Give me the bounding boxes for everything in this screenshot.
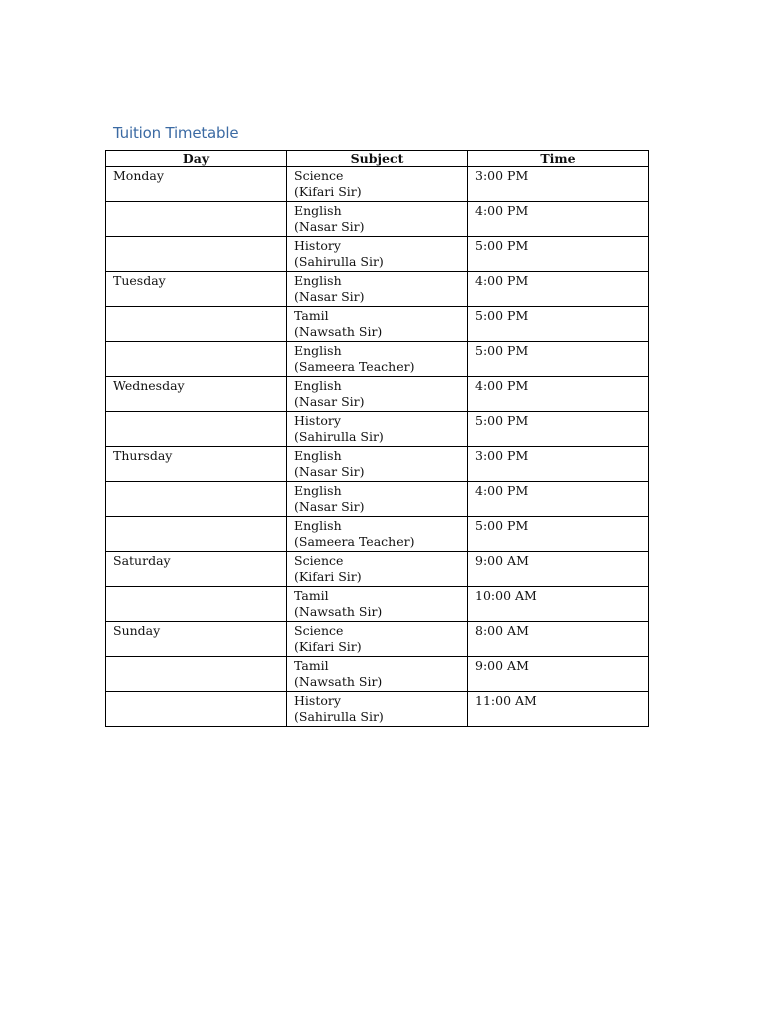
day-cell <box>106 342 287 377</box>
day-cell <box>106 692 287 727</box>
time-cell: 9:00 AM <box>468 657 649 692</box>
table-row <box>106 517 649 552</box>
subject-cell <box>287 552 468 587</box>
subject-cell <box>287 412 468 447</box>
subject-name: English <box>294 518 342 533</box>
time-cell: 9:00 AM <box>468 552 649 587</box>
subject-name: Science <box>294 168 344 183</box>
teacher-name: (Sameera Teacher) <box>294 359 415 374</box>
subject-name: English <box>294 343 342 358</box>
subject-name: English <box>294 448 342 463</box>
subject-name: Tamil <box>294 308 329 323</box>
subject-name: English <box>294 378 342 393</box>
time-cell: 3:00 PM <box>468 167 649 202</box>
subject-name: English <box>294 273 342 288</box>
teacher-name: (Sameera Teacher) <box>294 534 415 549</box>
time-cell: 10:00 AM <box>468 587 649 622</box>
table-row <box>106 692 649 727</box>
table-row <box>106 622 649 657</box>
day-cell <box>106 482 287 517</box>
teacher-name: (Nasar Sir) <box>294 289 365 304</box>
subject-cell <box>287 657 468 692</box>
teacher-name: (Sahirulla Sir) <box>294 429 384 444</box>
table-row <box>106 307 649 342</box>
column-header-subject: Subject <box>287 151 468 167</box>
teacher-name: (Sahirulla Sir) <box>294 254 384 269</box>
subject-cell <box>287 447 468 482</box>
teacher-name: (Nasar Sir) <box>294 219 365 234</box>
day-cell: Thursday <box>106 447 287 482</box>
subject-cell <box>287 167 468 202</box>
subject-cell <box>287 307 468 342</box>
subject-name: Science <box>294 623 344 638</box>
teacher-name: (Sahirulla Sir) <box>294 709 384 724</box>
teacher-name: (Nawsath Sir) <box>294 324 383 339</box>
subject-name: Science <box>294 553 344 568</box>
subject-name: History <box>294 413 341 428</box>
subject-cell <box>287 202 468 237</box>
timetable-body <box>106 167 649 727</box>
teacher-name: (Kifari Sir) <box>294 639 362 654</box>
subject-cell <box>287 622 468 657</box>
time-cell: 5:00 PM <box>468 342 649 377</box>
day-cell: Saturday <box>106 552 287 587</box>
subject-cell <box>287 342 468 377</box>
table-row <box>106 657 649 692</box>
subject-name: History <box>294 238 341 253</box>
subject-cell <box>287 692 468 727</box>
teacher-name: (Nasar Sir) <box>294 499 365 514</box>
teacher-name: (Nasar Sir) <box>294 394 365 409</box>
day-cell: Wednesday <box>106 377 287 412</box>
header-row <box>106 151 649 167</box>
day-cell <box>106 307 287 342</box>
day-cell <box>106 657 287 692</box>
table-row <box>106 587 649 622</box>
time-cell: 5:00 PM <box>468 307 649 342</box>
time-cell: 4:00 PM <box>468 377 649 412</box>
column-header-day: Day <box>106 151 287 167</box>
subject-name: English <box>294 203 342 218</box>
day-cell <box>106 517 287 552</box>
teacher-name: (Kifari Sir) <box>294 184 362 199</box>
table-row <box>106 377 649 412</box>
table-row <box>106 447 649 482</box>
teacher-name: (Nawsath Sir) <box>294 604 383 619</box>
subject-cell <box>287 377 468 412</box>
table-row <box>106 202 649 237</box>
timetable <box>105 150 649 727</box>
column-header-time: Time <box>468 151 649 167</box>
day-cell: Monday <box>106 167 287 202</box>
time-cell: 5:00 PM <box>468 237 649 272</box>
table-row <box>106 167 649 202</box>
subject-name: English <box>294 483 342 498</box>
table-row <box>106 552 649 587</box>
table-row <box>106 342 649 377</box>
day-cell: Sunday <box>106 622 287 657</box>
subject-cell <box>287 482 468 517</box>
subject-cell <box>287 272 468 307</box>
teacher-name: (Nasar Sir) <box>294 464 365 479</box>
day-cell <box>106 202 287 237</box>
subject-cell <box>287 237 468 272</box>
subject-name: History <box>294 693 341 708</box>
day-cell <box>106 237 287 272</box>
subject-name: Tamil <box>294 658 329 673</box>
subject-cell <box>287 517 468 552</box>
table-row <box>106 272 649 307</box>
time-cell: 4:00 PM <box>468 272 649 307</box>
table-row <box>106 412 649 447</box>
table-row <box>106 237 649 272</box>
time-cell: 4:00 PM <box>468 202 649 237</box>
subject-name: Tamil <box>294 588 329 603</box>
teacher-name: (Kifari Sir) <box>294 569 362 584</box>
table-row <box>106 482 649 517</box>
day-cell <box>106 587 287 622</box>
day-cell <box>106 412 287 447</box>
page-title: Tuition Timetable <box>113 124 239 142</box>
subject-cell <box>287 587 468 622</box>
time-cell: 11:00 AM <box>468 692 649 727</box>
time-cell: 5:00 PM <box>468 412 649 447</box>
time-cell: 8:00 AM <box>468 622 649 657</box>
time-cell: 4:00 PM <box>468 482 649 517</box>
time-cell: 5:00 PM <box>468 517 649 552</box>
teacher-name: (Nawsath Sir) <box>294 674 383 689</box>
time-cell: 3:00 PM <box>468 447 649 482</box>
day-cell: Tuesday <box>106 272 287 307</box>
